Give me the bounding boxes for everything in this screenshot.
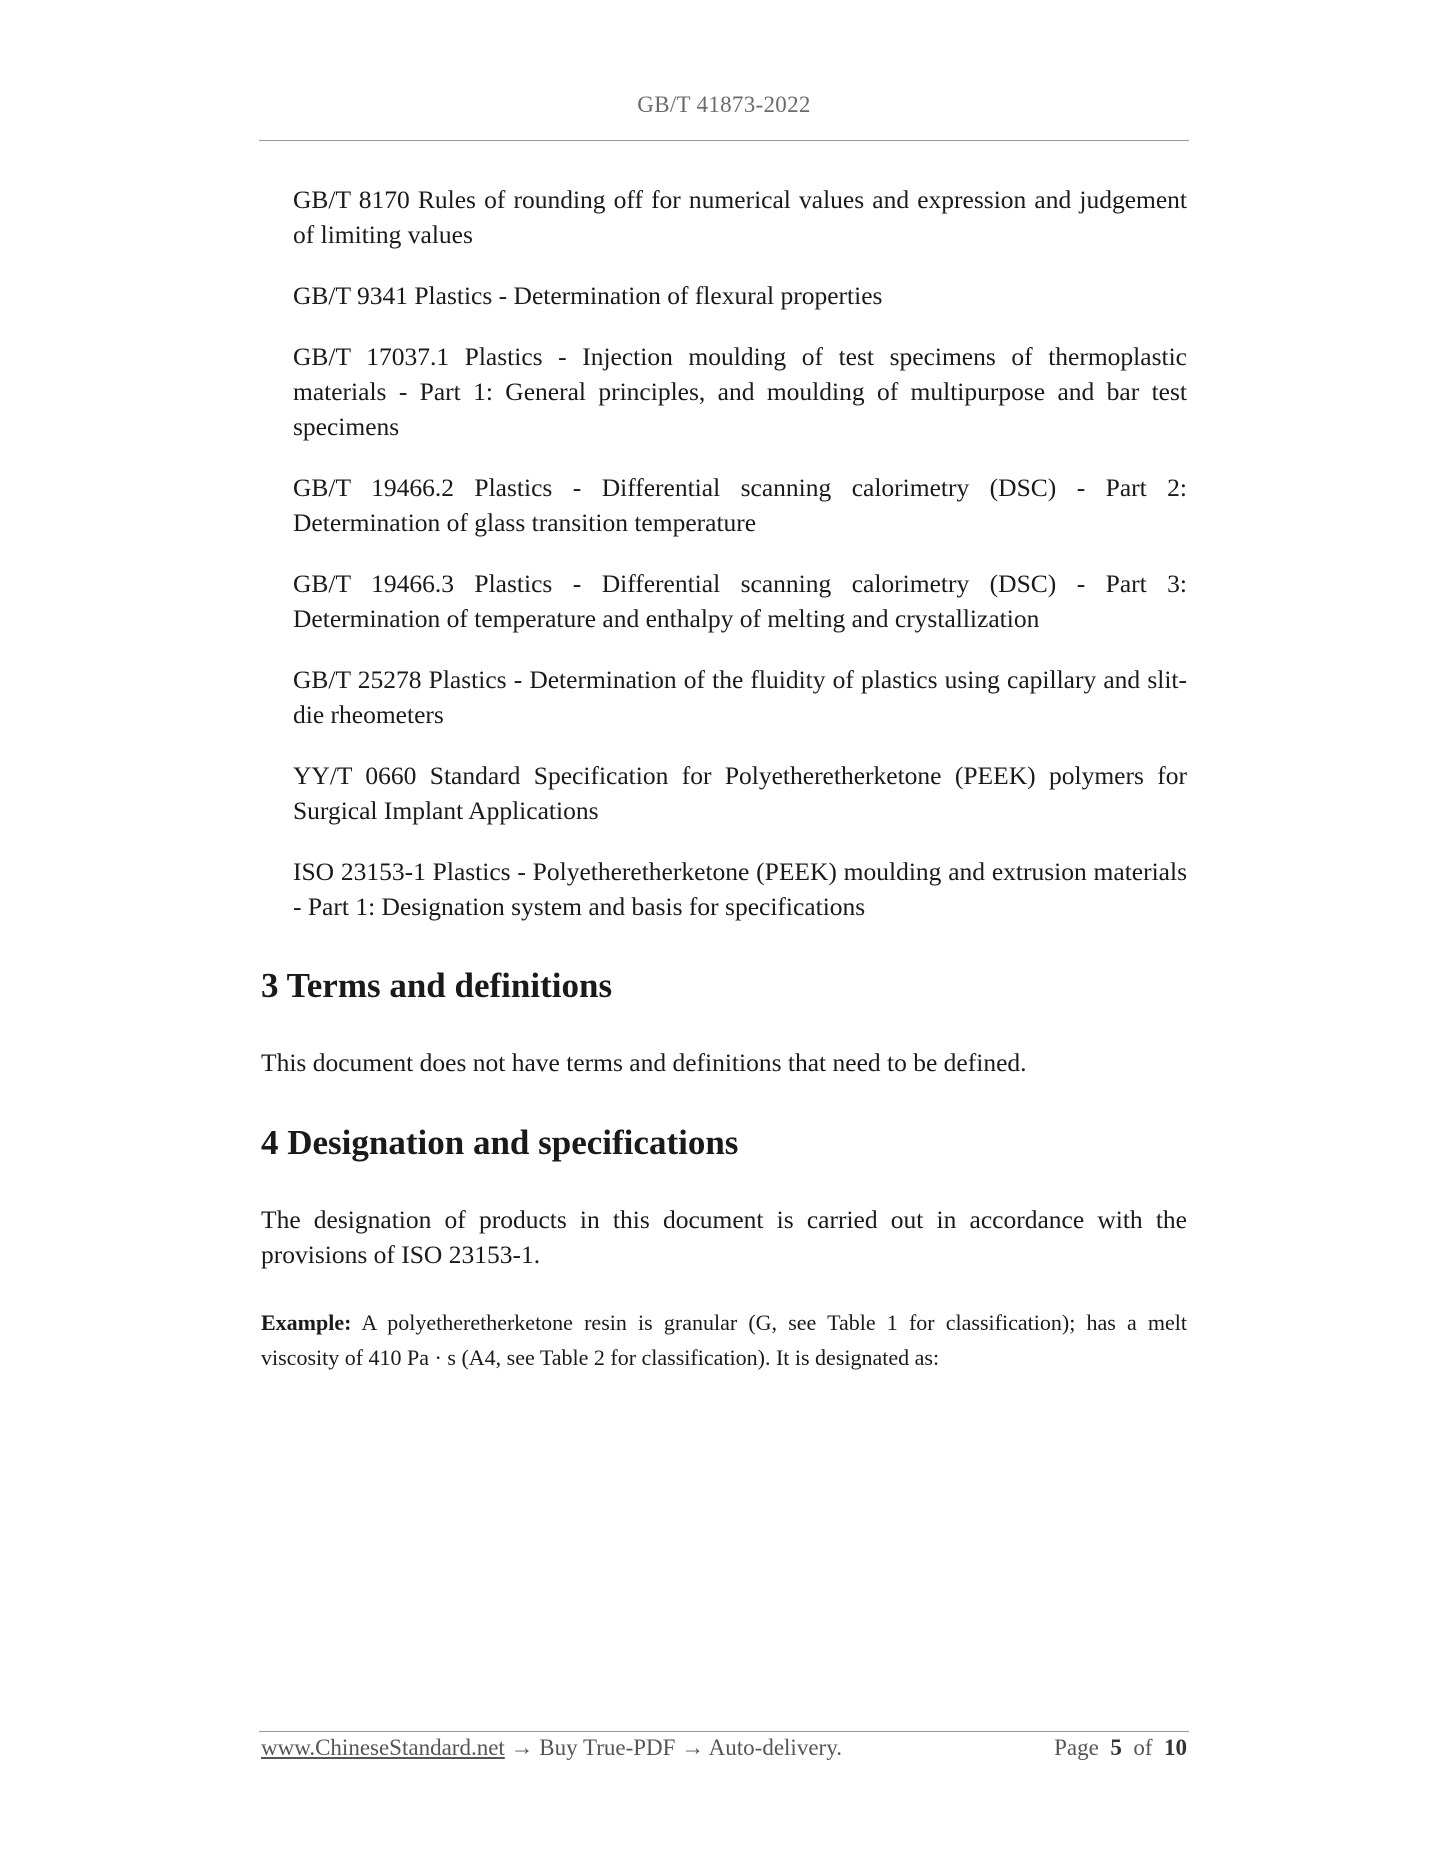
reference-item: ISO 23153-1 Plastics - Polyetheretherketone (PEEK) moulding and extrusion materials - Part 1: Designation system and basis for specifications [293,857,1187,921]
website-link[interactable]: www.ChineseStandard.net [261,1735,505,1760]
section-4-text: The designation of products in this document is carried out in accordance with the provisions of ISO 23153-1. [261,1205,1187,1269]
section-4-heading: 4 Designation and specifications [261,1123,739,1162]
auto-delivery-text: Auto-delivery. [708,1735,842,1760]
reference-item: GB/T 19466.2 Plastics - Differential scanning calorimetry (DSC) - Part 2: Determination of glass transition temperature [293,473,1187,537]
section-3-heading: 3 Terms and definitions [261,966,613,1005]
document-header: GB/T 41873-2022 [637,92,811,117]
reference-item: GB/T 19466.3 Plastics - Differential scanning calorimetry (DSC) - Part 3: Determination of temperature and enthalpy of melting and crystallization [293,569,1187,633]
normative-references-list [293,182,1187,950]
reference-item: YY/T 0660 Standard Specification for Polyetheretherketone (PEEK) polymers for Surgical Implant Applications [293,761,1187,825]
reference-item: GB/T 8170 Rules of rounding off for numerical values and expression and judgement of limiting values [293,185,1187,249]
page-current: 5 [1110,1735,1122,1760]
reference-item: GB/T 25278 Plastics - Determination of the fluidity of plastics using capillary and slit-die rheometers [293,665,1187,729]
example-label: Example: [261,1310,352,1335]
reference-item: GB/T 17037.1 Plastics - Injection moulding of test specimens of thermoplastic materials - Part 1: General principles, and moulding of multipurpose and bar test specimens [293,342,1187,441]
footer-divider [259,1731,1189,1732]
page-total: 10 [1164,1735,1187,1760]
of-word: of [1133,1735,1153,1760]
reference-item: GB/T 9341 Plastics - Determination of flexural properties [293,281,883,310]
buy-pdf-text: Buy True-PDF [539,1735,676,1760]
page-number [1054,1735,1187,1761]
designation-example [261,1305,1187,1375]
page-word: Page [1054,1735,1099,1760]
section-3-text: This document does not have terms and definitions that need to be defined. [261,1048,1027,1077]
example-text: A polyetheretherketone resin is granular (G, see Table 1 for classification); has a melt viscosity of 410 Pa · s (A4, see Table 2 for classification). It is designated as: [261,1310,1187,1370]
arrow-right-icon: → [504,1735,540,1760]
arrow-right-icon: → [675,1735,709,1760]
page-footer [261,1735,1187,1761]
footer-promo [261,1735,842,1761]
header-divider [259,140,1189,141]
